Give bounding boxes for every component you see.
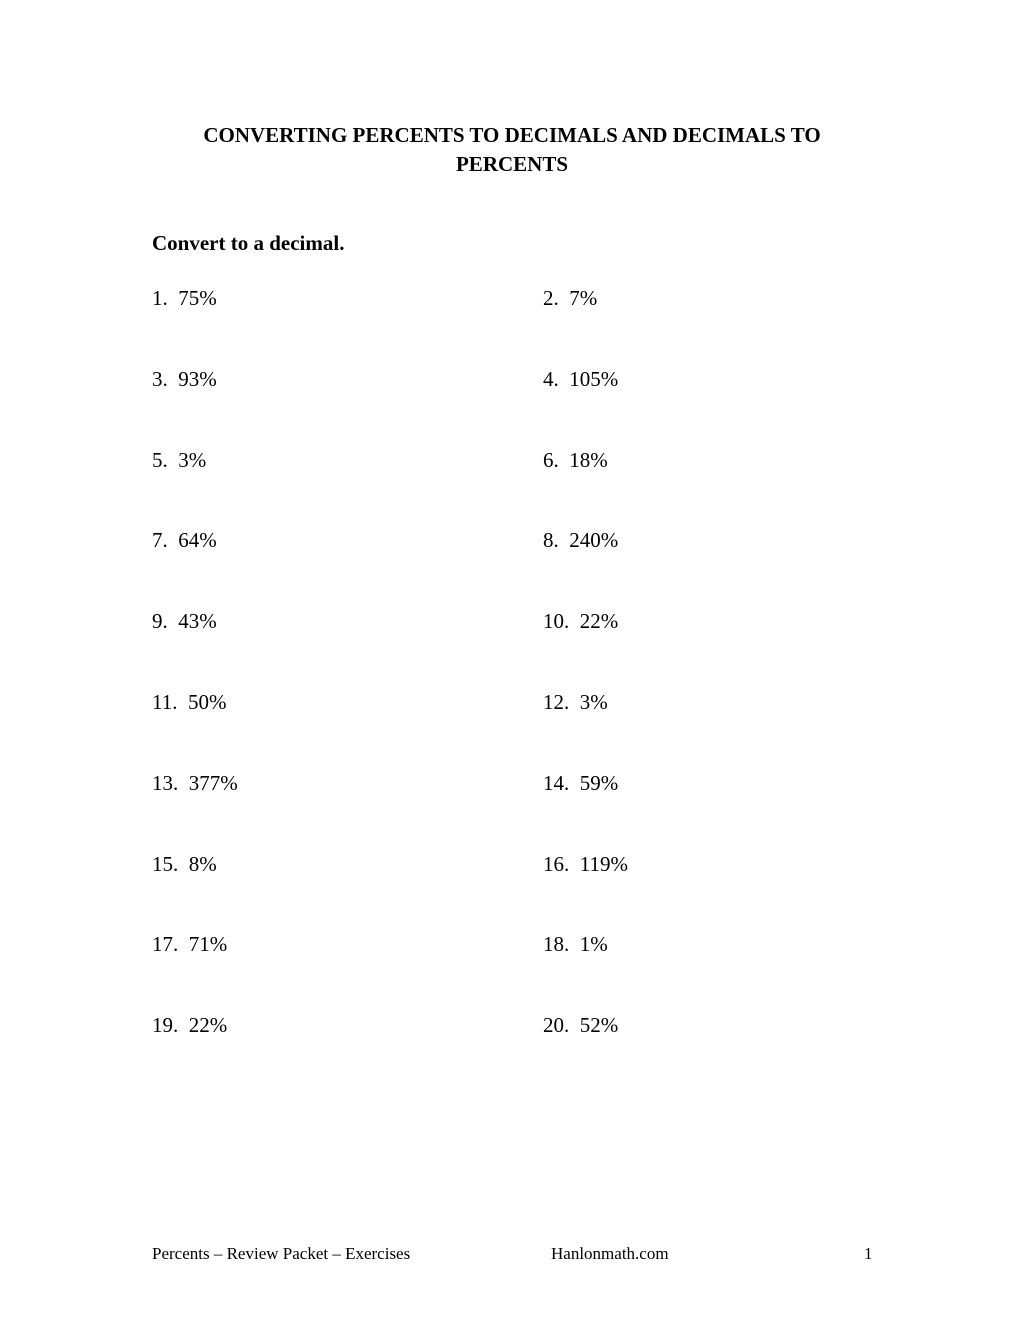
problem-value: 1% (579, 932, 608, 956)
problem-number: 2. (543, 286, 559, 310)
problem-item (152, 608, 217, 634)
page-title (120, 121, 904, 179)
problem-value: 93% (178, 367, 217, 391)
problem-value: 59% (579, 771, 619, 795)
problem-number: 9. (152, 609, 168, 633)
footer-website: Hanlonmath.com (551, 1244, 669, 1263)
problem-item (152, 366, 217, 392)
problem-item (543, 689, 608, 715)
problem-number: 10. (543, 609, 570, 633)
problem-item (543, 447, 608, 473)
problem-value: 119% (579, 852, 628, 876)
problem-item (152, 285, 217, 311)
problem-number: 1. (152, 286, 168, 310)
problem-value: 22% (188, 1013, 228, 1037)
problem-item (543, 285, 597, 311)
problem-item (543, 366, 618, 392)
footer-page-number: 1 (864, 1244, 873, 1263)
problem-number: 5. (152, 448, 168, 472)
problem-item (152, 851, 217, 877)
problem-number: 14. (543, 771, 570, 795)
problem-value: 105% (569, 367, 619, 391)
problem-item (152, 931, 227, 957)
problem-item (543, 851, 628, 877)
problem-item (543, 770, 618, 796)
problem-item (152, 770, 238, 796)
page-title-line-1: CONVERTING PERCENTS TO DECIMALS AND DECIMALS TO (203, 123, 821, 147)
problem-item (543, 1012, 618, 1038)
problem-number: 13. (152, 771, 179, 795)
problem-number: 8. (543, 528, 559, 552)
problem-value: 64% (178, 528, 217, 552)
problem-item (152, 527, 217, 553)
problem-item (543, 527, 618, 553)
problem-value: 22% (579, 609, 619, 633)
problem-value: 75% (178, 286, 217, 310)
problem-item (543, 608, 618, 634)
problem-value: 18% (569, 448, 608, 472)
problem-item (152, 1012, 227, 1038)
problem-value: 240% (569, 528, 619, 552)
problem-number: 15. (152, 852, 179, 876)
problem-value: 3% (178, 448, 207, 472)
problem-value: 71% (188, 932, 228, 956)
problem-value: 8% (188, 852, 217, 876)
problem-item (152, 689, 226, 715)
section-instruction: Convert to a decimal. (152, 231, 345, 255)
problem-number: 11. (152, 690, 178, 714)
problem-number: 12. (543, 690, 570, 714)
footer-document-name: Percents – Review Packet – Exercises (152, 1244, 411, 1263)
problem-value: 50% (187, 690, 227, 714)
problem-number: 4. (543, 367, 559, 391)
problem-value: 7% (569, 286, 598, 310)
problem-number: 18. (543, 932, 570, 956)
page-title-line-2: PERCENTS (455, 152, 569, 176)
problem-item (543, 931, 608, 957)
problem-number: 16. (543, 852, 570, 876)
problem-number: 19. (152, 1013, 179, 1037)
problem-number: 20. (543, 1013, 570, 1037)
problem-number: 3. (152, 367, 168, 391)
problem-value: 43% (178, 609, 217, 633)
problem-value: 377% (188, 771, 238, 795)
problem-number: 7. (152, 528, 168, 552)
problem-number: 6. (543, 448, 559, 472)
problem-number: 17. (152, 932, 179, 956)
problem-value: 3% (579, 690, 608, 714)
problem-item (152, 447, 206, 473)
problem-value: 52% (579, 1013, 619, 1037)
